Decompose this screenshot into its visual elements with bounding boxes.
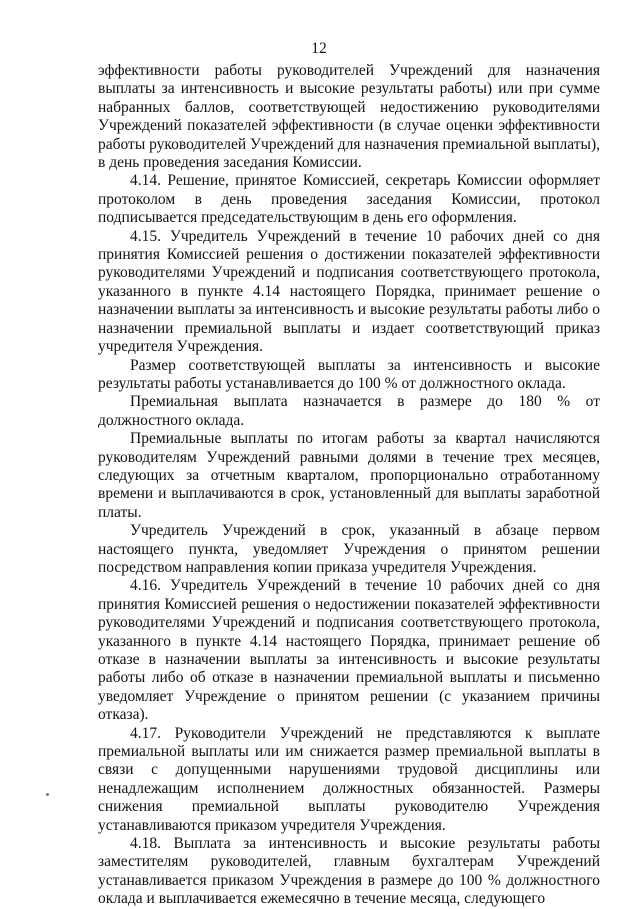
paragraph-4-17: 4.17. Руководители Учреждений не представляются к выплате премиальной выплаты или им снижается размер премиальной выплаты в связи с допущенными нарушениями трудовой дисциплины или ненадлежащим исполнением должностных обязанностей. Размеры снижения премиальной выплаты руководителю Учреждения устанавливаются приказом учредителя Учреждения.: [98, 724, 600, 834]
paragraph-4-15: 4.15. Учредитель Учреждений в течение 10 рабочих дней со дня принятия Комиссией решения о достижении показателей эффективности руководителями Учреждений и подписания соответствующего протокола, указанного в пункте 4.14 настоящего Порядка, принимает решение о назначении выплаты за интенсивность и высокие результаты работы либо о назначении премиальной выплаты и издает соответствующий приказ учредителя Учреждения.: [98, 227, 600, 356]
paragraph-notification: Учредитель Учреждений в срок, указанный в абзаце первом настоящего пункта, уведомляет Учреждения о принятом решении посредством направления копии приказа учредителя Учреждения.: [98, 522, 600, 576]
paragraph-4-16: 4.16. Учредитель Учреждений в течение 10 рабочих дней со дня принятия Комиссией решения о недостижении показателей эффективности руководителями Учреждений и подписания соответствующего протокола, указанного в пункте 4.14 настоящего Порядка, принимает решение об отказе в назначении выплаты за интенсивность и высокие результаты работы либо об отказе в назначении премиальной выплаты и письменно уведомляет Учреждение о принятом решении (с указанием причины отказа).: [98, 577, 600, 724]
paragraph-4-18: 4.18. Выплата за интенсивность и высокие результаты работы заместителям руководителей, главным бухгалтерам Учреждений устанавливается приказом Учреждения в размере до 100 % должностного оклада и выплачивается ежемесячно в течение месяца, следующего: [98, 835, 600, 908]
paragraph-continuation: эффективности работы руководителей Учреждений для назначения выплаты за интенсивность и высокие результаты работы) или при сумме набранных баллов, соответствующей недостижению руководителями Учреждений показателей эффективности (в случае оценки эффективности работы руководителей Учреждений для назначения премиальной выплаты), в день проведения заседания Комиссии.: [98, 62, 600, 172]
paragraph-payment-size: Размер соответствующей выплаты за интенсивность и высокие результаты работы устанавливается до 100 % от должностного оклада.: [98, 356, 600, 392]
paragraph-bonus-size: Премиальная выплата назначается в размере до 180 % от должностного оклада.: [98, 393, 600, 429]
paragraph-quarterly-bonus: Премиальные выплаты по итогам работы за квартал начисляются руководителям Учреждений равными долями в течение трех месяцев, следующих за отчетным кварталом, пропорционально отработанному времени и выплачиваются в срок, установленный для выплаты заработной платы.: [98, 430, 600, 521]
body-text: [98, 62, 600, 909]
paragraph-4-14: 4.14. Решение, принятое Комиссией, секретарь Комиссии оформляет протоколом в день проведения заседания Комиссии, протокол подписывается председательствующим в день его оформления.: [98, 172, 600, 227]
page-number: 12: [311, 40, 327, 57]
scan-speck: [46, 793, 49, 796]
